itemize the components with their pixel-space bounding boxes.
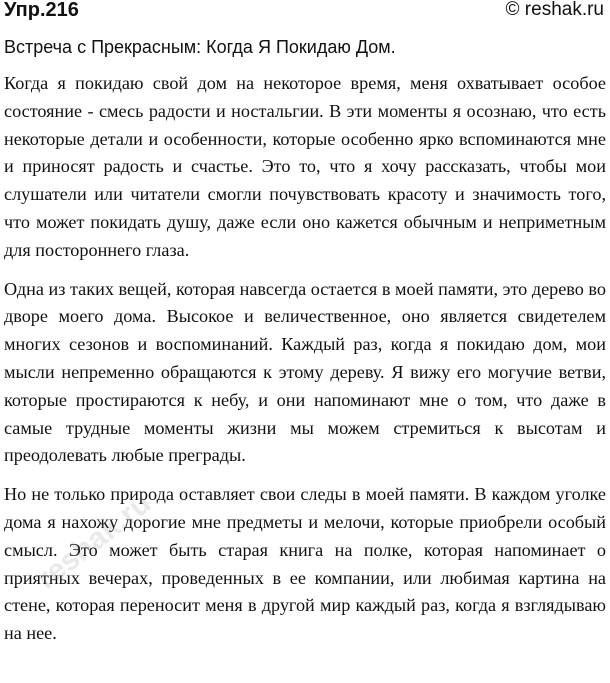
essay-paragraph-1: Когда я покидаю свой дом на некоторое время, меня охватывает особое состояние - смесь радости и ностальгии. В эти моменты я осознаю, что есть некоторые детали и особенности, которые особенно ярко вспоминаются мне и приносят радость и счастье. Это то, что я хочу рассказать, чтобы мои слушатели или читатели смогли почувствовать красоту и значимость того, что может покидать душу, даже если оно кажется обычным и неприметным для постороннего глаза. xyxy=(4,73,606,260)
essay-paragraph-3: Но не только природа оставляет свои следы в моей памяти. В каждом уголке дома я нахожу дорогие мне предметы и мелочи, которые приобрели особый смысл. Это может быть старая книга на полке, которая напоминает о приятных вечерах, проведенных в ее компании, или любимая картина на стене, которая переносит меня в другой мир каждый раз, когда я взглядываю на нее. xyxy=(4,484,606,644)
essay-title: Встреча с Прекрасным: Когда Я Покидаю Дом. xyxy=(4,37,396,57)
essay-paragraph-2: Одна из таких вещей, которая навсегда остается в моей памяти, это дерево во дворе моего дома. Высокое и величественное, оно является свидетелем многих сезонов и воспоминаний. Каждый раз, когда я покидаю дом, мои мысли непременно обращаются к этому дереву. Я вижу его могучие ветви, которые простираются к небу, и они напоминают мне о том, что даже в самые трудные моменты жизни мы можем стремиться к высотам и преодолевать любые преграды. xyxy=(4,278,606,466)
copyright-label[interactable]: © reshak.ru xyxy=(505,0,604,20)
watermark-text: reshak.ru xyxy=(30,486,158,596)
page-header xyxy=(4,0,606,30)
exercise-number: Упр.216 xyxy=(4,0,79,21)
